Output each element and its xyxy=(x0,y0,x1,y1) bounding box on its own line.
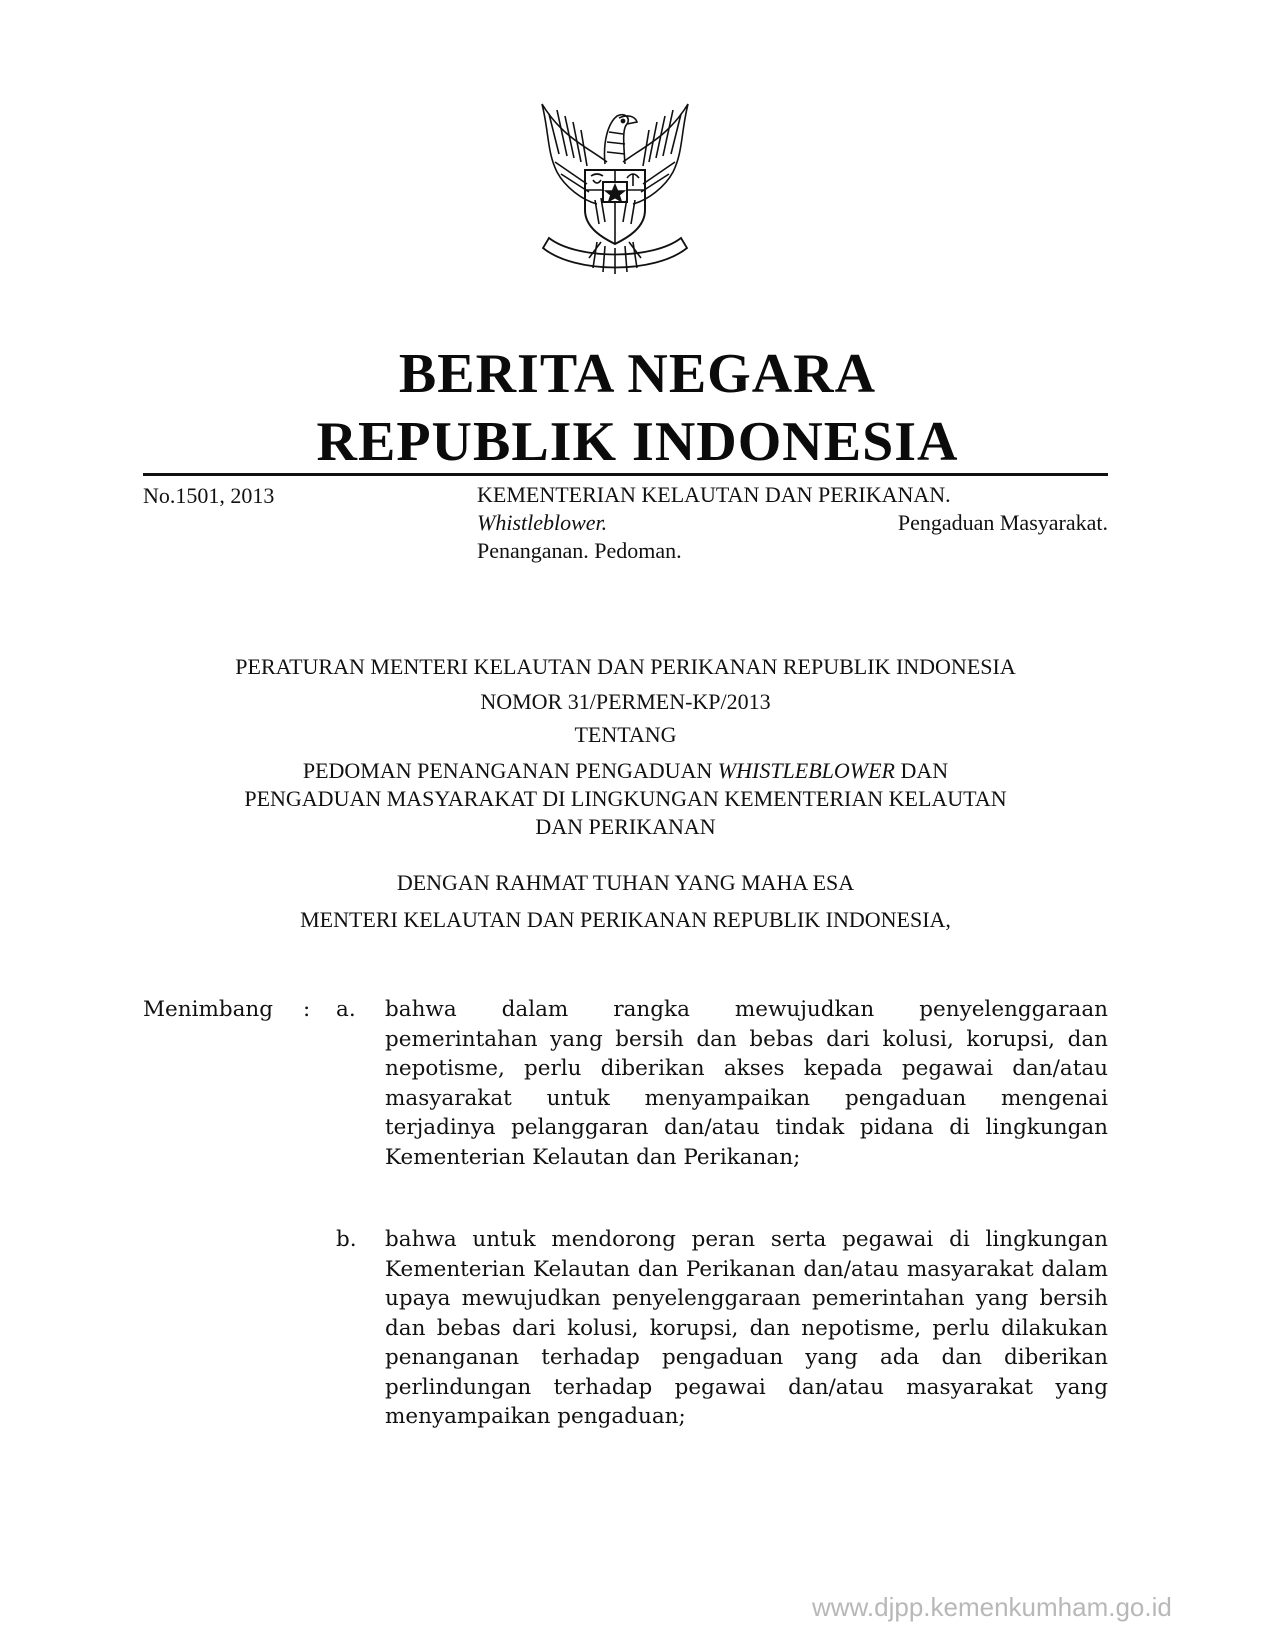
masthead-subtitle: REPUBLIK INDONESIA xyxy=(316,411,959,473)
considering-label: Menimbang xyxy=(143,997,274,1022)
subject-line-1 xyxy=(477,481,1108,509)
considering-colon: : xyxy=(303,997,311,1022)
item-text: bahwa dalam rangka mewujudkan penyelenggaraan pemerintahan yang bersih dan bebas dari kolusi, korupsi, dan nepotisme, perlu diberikan akses kepada pegawai dan/atau masyarakat untuk menyampaikan pengaduan mengenai terjadinya pelanggaran dan/atau tindak pidana di lingkungan Kementerian Kelautan dan Perikanan; xyxy=(385,997,1108,1170)
item-marker: b. xyxy=(336,1227,357,1252)
item-marker: a. xyxy=(336,997,356,1022)
masthead-divider xyxy=(143,473,1108,476)
subject-text: Pengaduan Masyarakat. xyxy=(897,510,1108,535)
subject-line-3 xyxy=(477,537,1108,565)
regulation-topic xyxy=(143,757,1108,841)
source-watermark: www.djpp.kemenkumham.go.id xyxy=(812,1592,1172,1622)
topic-italic-term: WHISTLEBLOWER xyxy=(717,758,895,783)
subject-italic-term: Whistleblower. xyxy=(477,510,608,535)
garuda-emblem-icon xyxy=(527,92,703,288)
topic-text: DAN xyxy=(900,758,949,783)
regulation-topic-line-3: DAN PERIKANAN xyxy=(535,814,716,839)
regulation-about: TENTANG xyxy=(574,722,677,747)
regulation-number: NOMOR 31/PERMEN-KP/2013 xyxy=(480,689,771,714)
subject-text: Penanganan. Pedoman. xyxy=(477,538,682,563)
regulation-topic-line-1 xyxy=(143,757,1108,785)
subject-block xyxy=(477,481,1108,565)
regulation-topic-line-2: PENGADUAN MASYARAKAT DI LINGKUNGAN KEMENTERIAN KELAUTAN xyxy=(244,786,1007,811)
regulation-title: PERATURAN MENTERI KELAUTAN DAN PERIKANAN REPUBLIK INDONESIA xyxy=(235,654,1016,679)
document-number: No.1501, 2013 xyxy=(143,483,275,508)
topic-text: PEDOMAN PENANGANAN PENGADUAN xyxy=(302,758,713,783)
blessing-line: DENGAN RAHMAT TUHAN YANG MAHA ESA xyxy=(396,870,855,895)
subject-text: KEMENTERIAN KELAUTAN DAN PERIKANAN. xyxy=(477,482,951,507)
item-text: bahwa untuk mendorong peran serta pegawai di lingkungan Kementerian Kelautan dan Perikanan dan/atau masyarakat dalam upaya mewujudkan penyelenggaraan pemerintahan yang bersih dan bebas dari kolusi, korupsi, dan nepotisme, perlu dilakukan penanganan terhadap pengaduan yang ada dan diberikan perlindungan terhadap pegawai dan/atau masyarakat yang menyampaikan pengaduan; xyxy=(385,1227,1108,1429)
masthead-title: BERITA NEGARA xyxy=(398,343,877,405)
subject-line-2 xyxy=(477,509,1108,537)
minister-line: MENTERI KELAUTAN DAN PERIKANAN REPUBLIK INDONESIA, xyxy=(300,907,951,932)
